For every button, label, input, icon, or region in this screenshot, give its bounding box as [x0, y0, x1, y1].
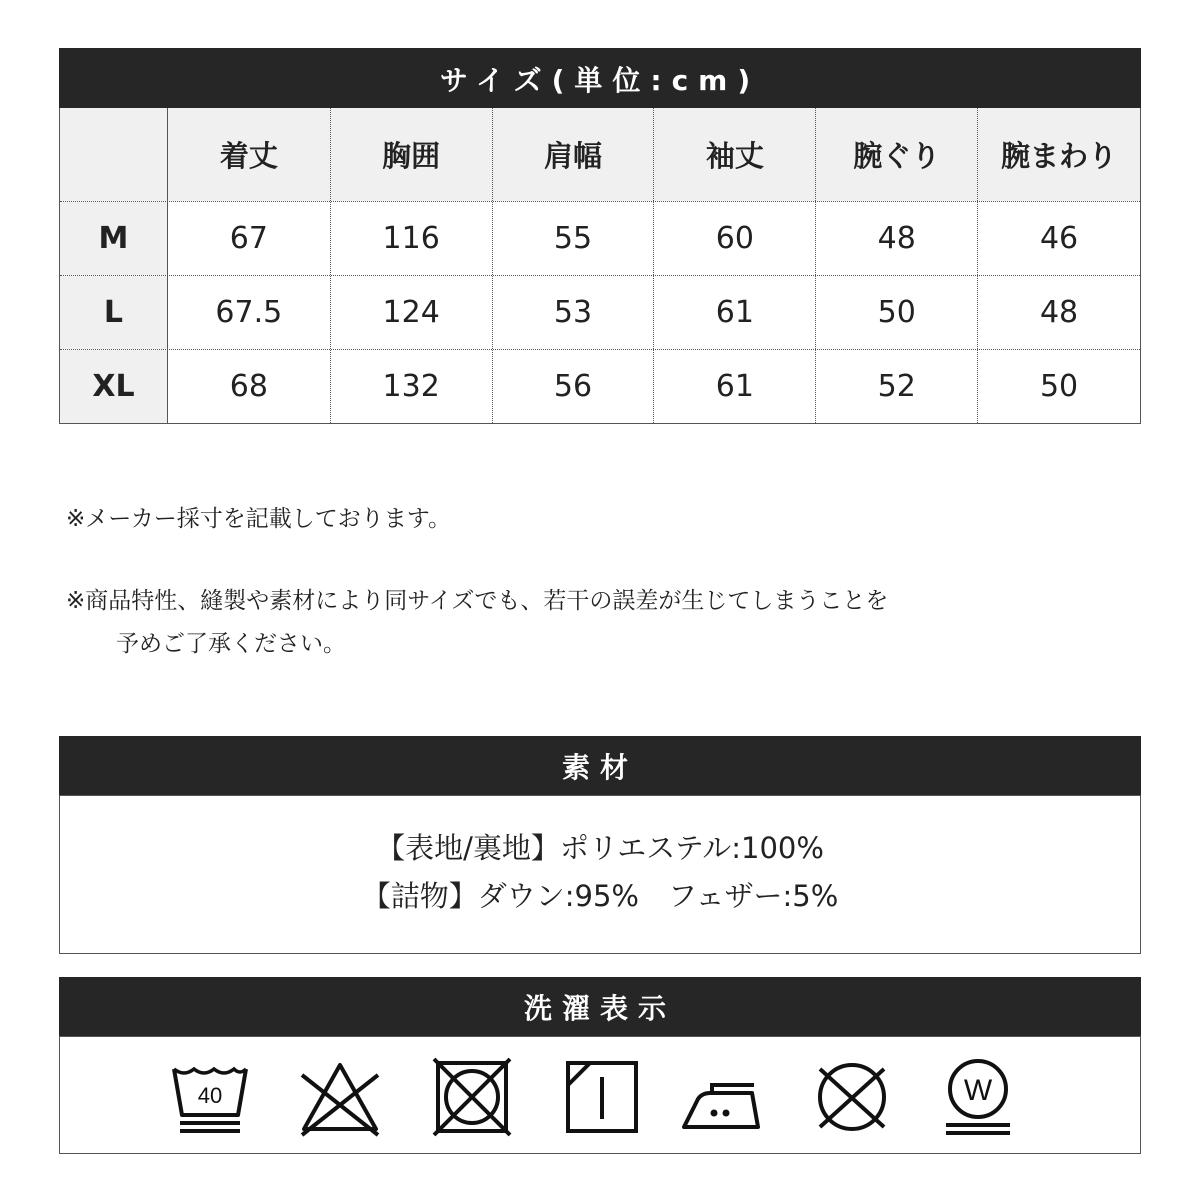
wet-clean-gentle-icon: [936, 1055, 1020, 1139]
care-title: 洗濯表示: [59, 977, 1141, 1037]
size-table-corner-cell: [60, 108, 168, 201]
iron-medium-icon: [678, 1055, 762, 1139]
material-filling: 【詰物】ダウン:95% フェザー:5%: [361, 879, 839, 913]
table-cell: 48: [815, 202, 977, 275]
table-cell: 67.5: [215, 295, 283, 330]
table-cell: 67: [229, 221, 268, 256]
column-header-length: 着丈: [168, 108, 330, 201]
table-cell: 48: [977, 276, 1140, 349]
table-row: [60, 350, 1140, 423]
table-row: [60, 276, 1140, 350]
size-table-title: サイズ(単位:cm): [59, 48, 1141, 109]
table-cell: 116: [330, 202, 492, 275]
column-header-arm-circumference: 腕まわり: [977, 108, 1140, 201]
tolerance-note-continued: 予めご了承ください。: [116, 631, 346, 657]
table-cell: 53: [492, 276, 654, 349]
column-header-sleeve: 袖丈: [653, 108, 815, 201]
table-cell: 132: [330, 350, 492, 423]
size-label: M: [60, 202, 168, 275]
size-table-header-row: [60, 108, 1140, 202]
care-symbols-box: [59, 1036, 1141, 1154]
column-header-chest: 胸囲: [330, 108, 492, 201]
measurement-note: ※メーカー採寸を記載しております。: [66, 506, 451, 532]
wash-40-gentle-icon: [168, 1055, 252, 1139]
table-cell: 46: [977, 202, 1140, 275]
size-table: [59, 108, 1141, 424]
table-cell: 60: [653, 202, 815, 275]
table-cell: 61: [653, 350, 815, 423]
wet-clean-letter: W: [963, 1074, 993, 1107]
no-tumble-dry-icon: [430, 1055, 514, 1139]
column-header-shoulder: 肩幅: [492, 108, 654, 201]
wash-temperature: 40: [197, 1083, 223, 1108]
material-title: 素材: [59, 736, 1141, 796]
tolerance-note: ※商品特性、縫製や素材により同サイズでも、若干の誤差が生じてしまうことを: [66, 588, 889, 614]
size-label: L: [60, 276, 168, 349]
table-cell: 61: [653, 276, 815, 349]
material-shell-lining: 【表地/裏地】ポリエステル:100%: [376, 831, 824, 865]
table-row: [60, 202, 1140, 276]
column-header-armhole: 腕ぐり: [815, 108, 977, 201]
material-box: [59, 795, 1141, 954]
no-dry-clean-icon: [810, 1055, 894, 1139]
size-label: XL: [60, 350, 168, 423]
no-bleach-icon: [298, 1055, 382, 1139]
table-cell: 68: [229, 369, 268, 404]
table-cell: 50: [977, 350, 1140, 423]
table-cell: 124: [330, 276, 492, 349]
table-cell: 56: [492, 350, 654, 423]
line-dry-shade-icon: [560, 1055, 644, 1139]
table-cell: 50: [815, 276, 977, 349]
table-cell: 52: [815, 350, 977, 423]
table-cell: 55: [492, 202, 654, 275]
